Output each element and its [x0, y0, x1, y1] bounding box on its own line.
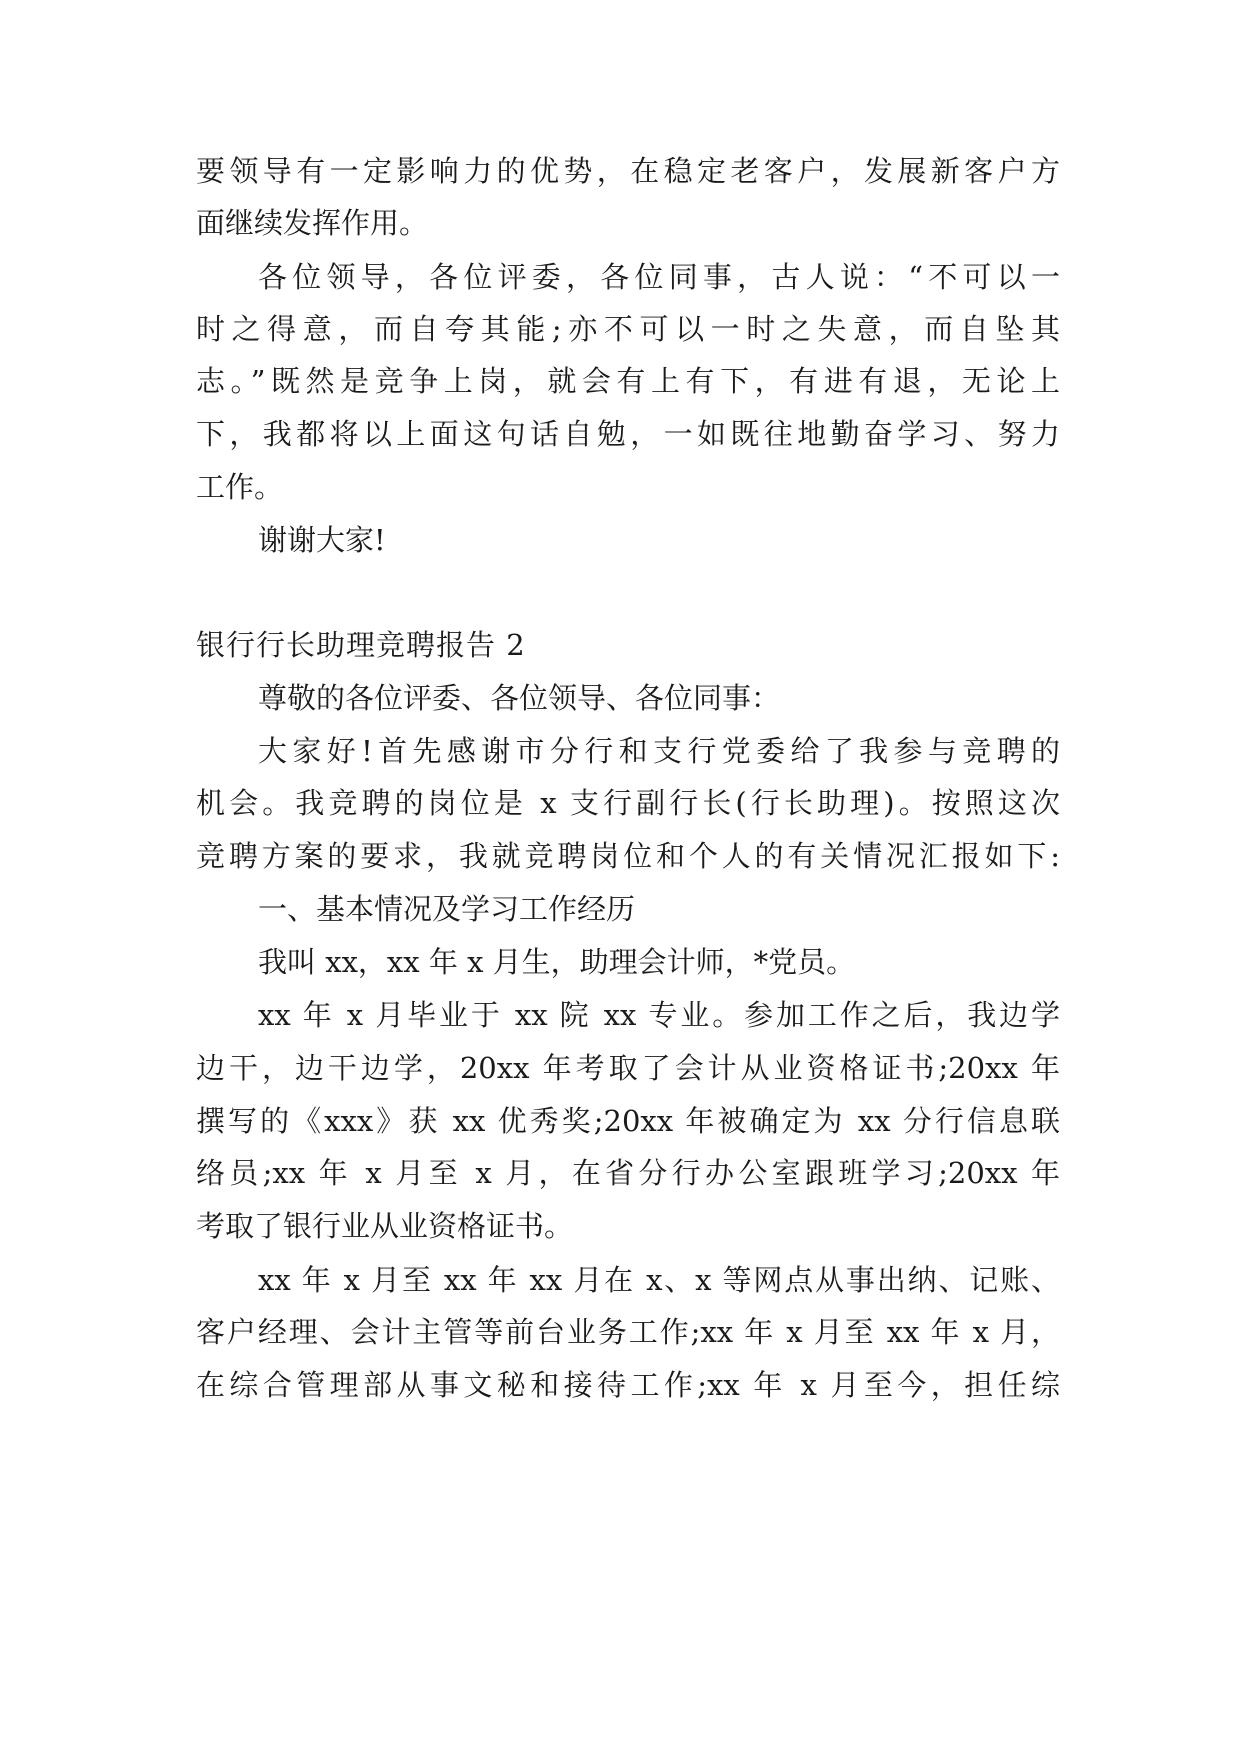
closing-thanks: 谢谢大家! [258, 523, 386, 557]
paragraph-line: 撰写的《xxx》获 xx 优秀奖;20xx 年被确定为 xx 分行信息联 [196, 1104, 1060, 1138]
paragraph-line: xx 年 x 月毕业于 xx 院 xx 专业。参加工作之后，我边学 [258, 998, 1060, 1032]
paragraph-line: 时之得意，而自夸其能;亦不可以一时之失意，而自坠其 [196, 312, 1060, 346]
paragraph-line: 络员;xx 年 x 月至 x 月，在省分行办公室跟班学习;20xx 年 [196, 1156, 1060, 1190]
paragraph-line: xx 年 x 月至 xx 年 xx 月在 x、x 等网点从事出纳、记账、 [258, 1263, 1060, 1297]
paragraph-line: 面继续发挥作用。 [196, 206, 429, 240]
paragraph-line: 大家好!首先感谢市分行和支行党委给了我参与竞聘的 [258, 734, 1060, 768]
paragraph-line: 边干，边干边学，20xx 年考取了会计从业资格证书;20xx 年 [196, 1051, 1060, 1085]
salutation: 尊敬的各位评委、各位领导、各位同事： [258, 681, 781, 715]
paragraph-line: 工作。 [196, 470, 284, 504]
section-title: 银行行长助理竞聘报告 2 [196, 628, 526, 662]
paragraph-line: 志。”既然是竞争上岗，就会有上有下，有进有退，无论上 [196, 364, 1060, 398]
paragraph-line: 机会。我竞聘的岗位是 x 支行副行长(行长助理)。按照这次 [196, 786, 1060, 820]
paragraph-line: 竞聘方案的要求，我就竞聘岗位和个人的有关情况汇报如下: [196, 839, 1060, 873]
paragraph-line: 各位领导，各位评委，各位同事，古人说：“不可以一 [258, 260, 1060, 294]
paragraph-line: 要领导有一定影响力的优势，在稳定老客户，发展新客户方 [196, 154, 1060, 188]
section-heading: 一、基本情况及学习工作经历 [258, 892, 636, 926]
paragraph-line: 客户经理、会计主管等前台业务工作;xx 年 x 月至 xx 年 x 月， [196, 1315, 1060, 1349]
paragraph-line: 下，我都将以上面这句话自勉，一如既往地勤奋学习、努力 [196, 417, 1060, 451]
paragraph-line: 在综合管理部从事文秘和接待工作;xx 年 x 月至今，担任综 [196, 1368, 1060, 1402]
paragraph-line: 考取了银行业从业资格证书。 [196, 1209, 574, 1243]
paragraph-line: 我叫 xx，xx 年 x 月生，助理会计师，*党员。 [258, 945, 856, 979]
